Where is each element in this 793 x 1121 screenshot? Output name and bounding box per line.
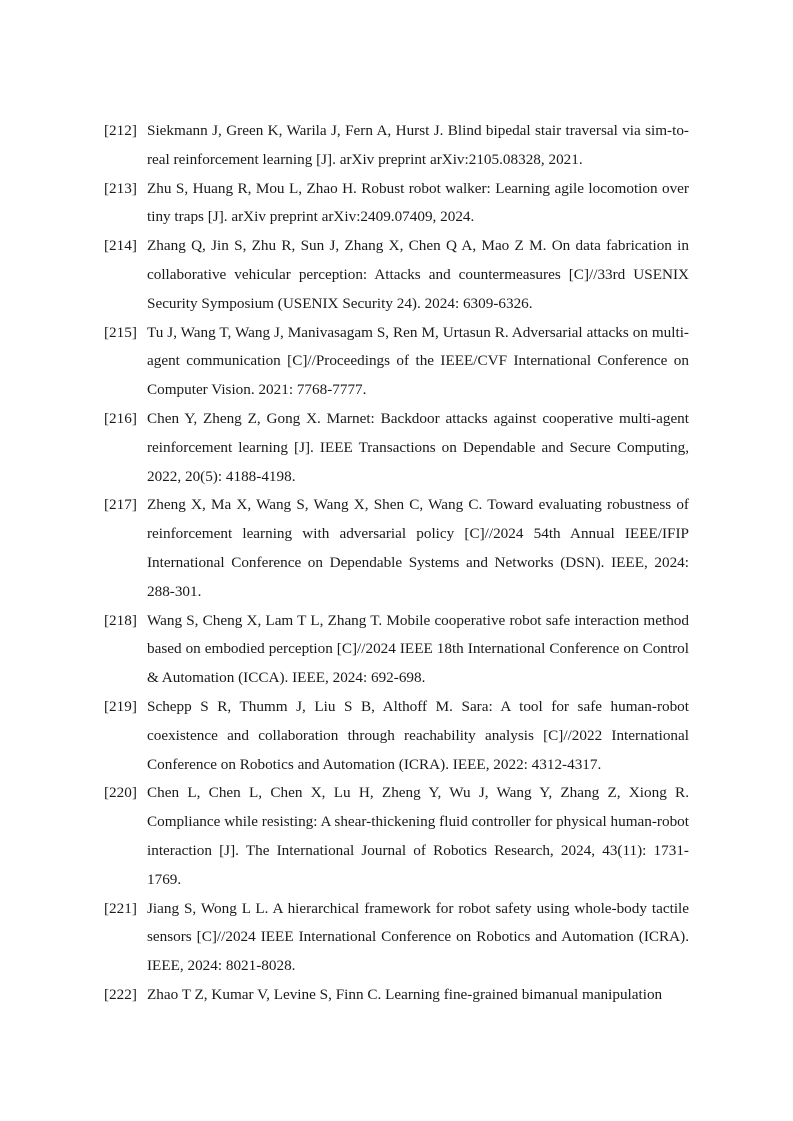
reference-number: [218] (104, 611, 137, 629)
reference-number: [217] (104, 496, 137, 514)
reference-number: [221] (104, 899, 137, 917)
reference-text: Chen L, Chen L, Chen X, Lu H, Zheng Y, Wu J, Wang Y, Zhang Z, Xiong R. Compliance while resisting: A shear-thickening fluid controller for physical human-robot interaction [J]. The International Journal of Robotics Research, 2024, 43(11): 1731-1769. (147, 784, 689, 888)
reference-text: Zhu S, Huang R, Mou L, Zhao H. Robust robot walker: Learning agile locomotion over tiny traps [J]. arXiv preprint arXiv:2409.07409, 2024. (147, 179, 689, 226)
reference-item-217 (104, 491, 689, 606)
reference-number: [214] (104, 237, 137, 255)
reference-item-219 (104, 693, 689, 779)
reference-number: [219] (104, 697, 137, 715)
reference-item-214 (104, 232, 689, 318)
reference-text: Siekmann J, Green K, Warila J, Fern A, Hurst J. Blind bipedal stair traversal via sim-to-real reinforcement learning [J]. arXiv preprint arXiv:2105.08328, 2021. (147, 122, 689, 168)
reference-list (104, 117, 689, 1010)
reference-item-222 (104, 981, 689, 1010)
reference-item-218 (104, 607, 689, 693)
reference-item-213 (104, 175, 689, 233)
reference-text: Zhao T Z, Kumar V, Levine S, Finn C. Learning fine-grained bimanual manipulation (147, 985, 663, 1003)
reference-number: [222] (104, 985, 137, 1003)
reference-number: [212] (104, 122, 137, 139)
reference-number: [213] (104, 179, 137, 197)
reference-number: [216] (104, 409, 137, 427)
reference-text: Chen Y, Zheng Z, Gong X. Marnet: Backdoor attacks against cooperative multi-agent reinforcement learning [J]. IEEE Transactions on Dependable and Secure Computing, 2022, 20(5): 4188-4198. (147, 409, 689, 485)
reference-item-212 (104, 117, 689, 175)
reference-text: Schepp S R, Thumm J, Liu S B, Althoff M. Sara: A tool for safe human-robot coexistence and collaboration through reachability analysis [C]//2022 International Conference on Robotics and Automation (ICRA). IEEE, 2022: 4312-4317. (147, 697, 689, 773)
reference-number: [220] (104, 784, 137, 802)
reference-number: [215] (104, 323, 137, 341)
reference-item-221 (104, 895, 689, 981)
reference-text: Jiang S, Wong L L. A hierarchical framework for robot safety using whole-body tactile sensors [C]//2024 IEEE International Conference on Robotics and Automation (ICRA). IEEE, 2024: 8021-8028. (147, 899, 689, 975)
reference-text: Zheng X, Ma X, Wang S, Wang X, Shen C, Wang C. Toward evaluating robustness of reinforcement learning with adversarial policy [C]//2024 54th Annual IEEE/IFIP International Conference on Dependable Systems and Networks (DSN). IEEE, 2024: 288-301. (147, 496, 689, 600)
reference-text: Zhang Q, Jin S, Zhu R, Sun J, Zhang X, Chen Q A, Mao Z M. On data fabrication in collaborative vehicular perception: Attacks and countermeasures [C]//33rd USENIX Security Symposium (USENIX Security 24). 2024: 6309-6326. (147, 237, 689, 312)
reference-item-216 (104, 405, 689, 491)
reference-item-215 (104, 319, 689, 405)
reference-text: Wang S, Cheng X, Lam T L, Zhang T. Mobile cooperative robot safe interaction method based on embodied perception [C]//2024 IEEE 18th International Conference on Control & Automation (ICCA). IEEE, 2024: 692-698. (147, 611, 689, 687)
reference-text: Tu J, Wang T, Wang J, Manivasagam S, Ren M, Urtasun R. Adversarial attacks on multi-agent communication [C]//Proceedings of the IEEE/CVF International Conference on Computer Vision. 2021: 7768-7777. (147, 323, 689, 399)
reference-item-220 (104, 779, 689, 894)
